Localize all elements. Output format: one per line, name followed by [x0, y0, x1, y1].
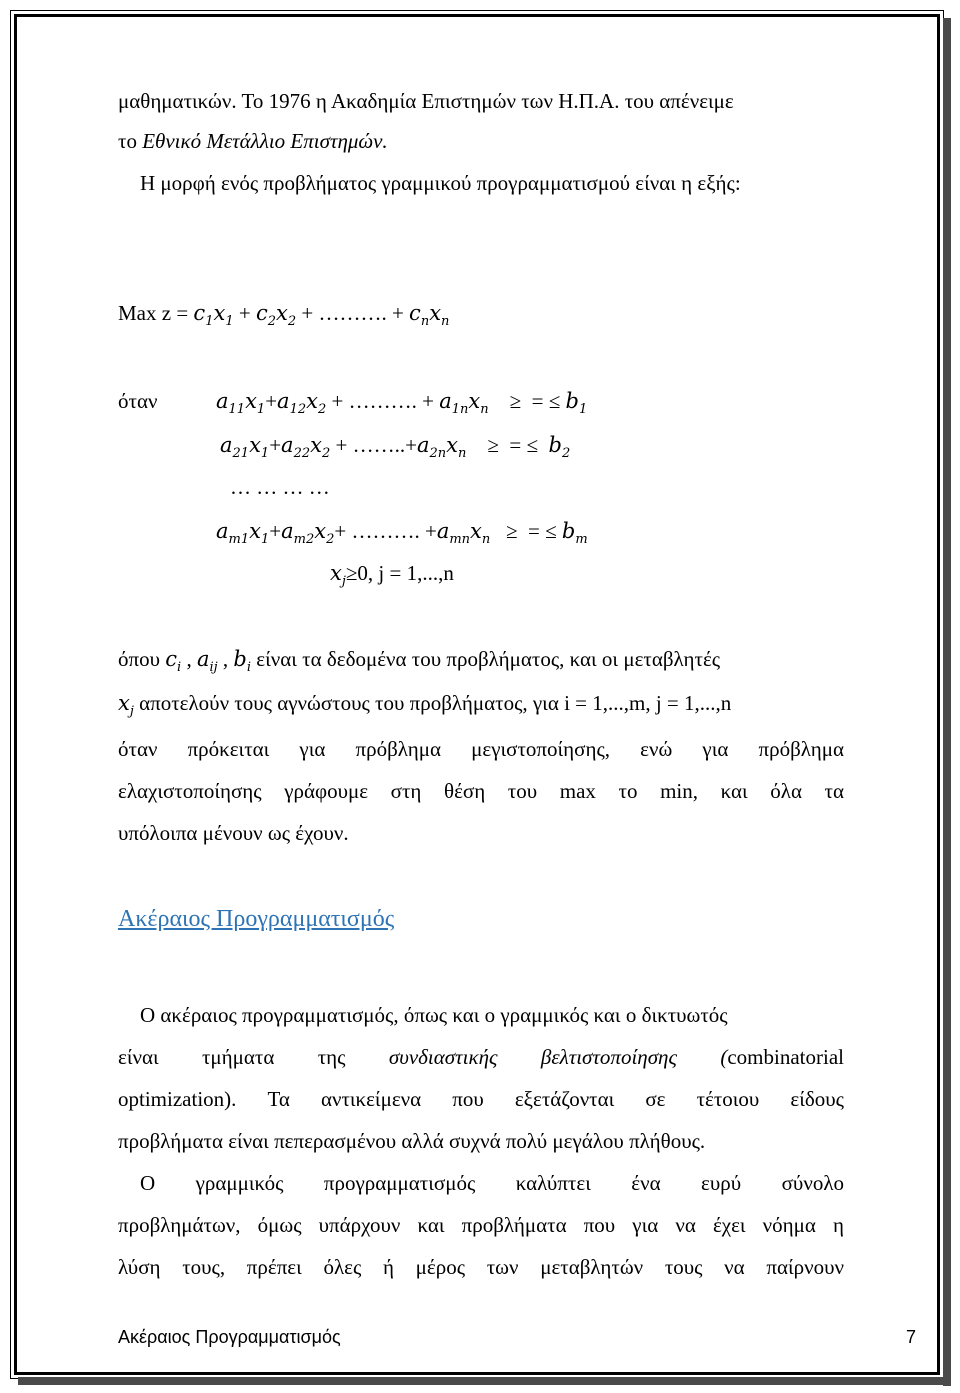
section-p1-line2-b: combinatorial — [727, 1045, 844, 1069]
para2-line1: όπου $c_i$ , $a_{ij}$ , $b_i$ είναι τα δεδομένα του προβλήματος, και οι μεταβλητές — [118, 647, 721, 675]
para1-line1: μαθηματικών. Το 1976 η Ακαδημία Επιστημών των Η.Π.Α. του απένειμε — [118, 89, 734, 113]
footer-title: Ακέραιος Προγραμματισμός — [118, 1327, 341, 1347]
para2-line2-text: αποτελούν τους αγνώστους του προβλήματος, για i = 1,...,m, j = 1,...,n — [139, 691, 732, 715]
section-p1-line2-italic: συνδιαστικής βελτιστοποίησης ( — [388, 1045, 728, 1069]
para2-line1-suffix: είναι τα δεδομένα του προβλήματος, και οι μεταβλητές — [256, 647, 721, 671]
section-p1-line1: Ο ακέραιος προγραμματισμός, όπως και ο γραμμικός και ο δικτυωτός — [140, 1003, 728, 1027]
para1-line3: Η μορφή ενός προβλήματος γραμμικού προγραμματισμού είναι η εξής: — [140, 171, 741, 195]
section-p1-line2-a: είναι τμήματα της — [118, 1045, 346, 1069]
page-shadow-bottom — [18, 1377, 951, 1385]
constraint-row-m: $a_{m1}x_1+a_{m2}x_2+$ ………. $+a_{mn}x_n$ ≥ = ≤ $b_m$ — [216, 519, 588, 547]
page-shadow-right — [943, 18, 951, 1386]
constraint-row-1: $a_{11}x_1+a_{12}x_2$ + ………. + $a_{1n}x_n$ ≥ = ≤ $b_1$ — [216, 389, 588, 417]
nonnegativity-constraint: $x_j\ge 0$, j = 1,...,n — [330, 561, 454, 589]
para2-line2: $x_j$ αποτελούν τους αγνώστους του προβλήματος, για i = 1,...,m, j = 1,...,n — [118, 691, 732, 719]
para2-line5: υπόλοιπα μένουν ως έχουν. — [118, 821, 349, 845]
para2-line3: όταν πρόκειται για πρόβλημα μεγιστοποίησης, ενώ για πρόβλημα — [118, 737, 844, 761]
constraint-label: όταν — [118, 389, 158, 413]
objective-function: Max $z = c_1x_1 + c_2x_2$ + ………. + $c_nx_n$ — [118, 301, 450, 329]
section-p1-line2 — [118, 1044, 844, 1070]
para2-line4: ελαχιστοποίησης γράφουμε στη θέση του max το min, και όλα τα — [118, 779, 844, 803]
medal-name: Εθνικό Μετάλλιο Επιστημών. — [142, 129, 388, 153]
nonneg-text: 0, j = 1,...,n — [357, 561, 454, 585]
section-p2-line1: Ο γραμμικός προγραμματισμός καλύπτει ένα ευρύ σύνολο — [140, 1171, 844, 1195]
page-number: 7 — [906, 1327, 917, 1347]
section-p1-line4: προβλήματα είναι πεπερασμένου αλλά συχνά πολύ μεγάλου πλήθους. — [118, 1129, 706, 1153]
section-heading: Ακέραιος Προγραμματισμός — [118, 906, 395, 932]
section-p2-line3: λύση τους, πρέπει όλες ή μέρος των μεταβλητών τους να παίρνουν — [118, 1255, 844, 1279]
constraint-dots: … … … … — [230, 475, 330, 499]
para2-line1-prefix: όπου — [118, 647, 160, 671]
para1-line2 — [118, 128, 388, 154]
constraint-row-2: $a_{21}x_1+a_{22}x_2$ + $\dots\dots..+a_{2n}x_n$ ≥ = ≤ $b_2$ — [220, 433, 571, 461]
section-p2-line2: προβλημάτων, όμως υπάρχουν και προβλήματα που για να έχει νόημα η — [118, 1213, 844, 1237]
para1-line2-prefix: το — [118, 129, 143, 153]
section-p1-line3: optimization). Τα αντικείμενα που εξετάζονται σε τέτοιου είδους — [118, 1087, 844, 1111]
objective-label: Max z — [118, 301, 172, 325]
